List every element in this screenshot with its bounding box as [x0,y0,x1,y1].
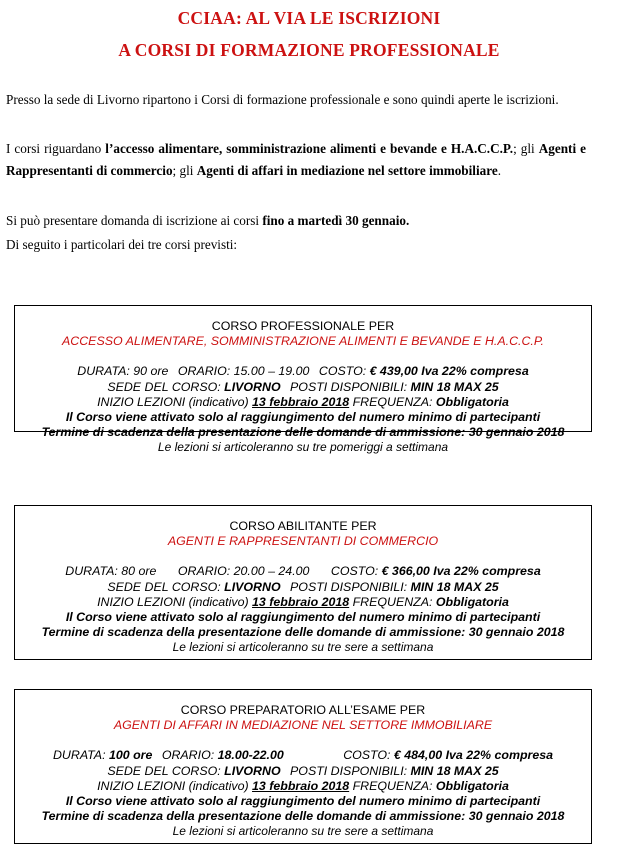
course-note: Le lezioni si articoleranno su tre pomeriggi a settimana [157,440,449,455]
page-title: CCIAA: AL VIA LE ISCRIZIONI [177,8,441,28]
course-sede-posti: SEDE DEL CORSO: LIVORNO POSTI DISPONIBILI: MIN 18 MAX 25 [107,379,499,394]
course-scadenza: Termine di scadenza della presentazione delle domande di ammissione: 30 gennaio 2018 [41,809,565,824]
course-inizio: INIZIO LEZIONI (indicativo) 13 febbraio 2018 FREQUENZA: Obbligatoria [97,594,509,609]
course-durata-orario-costo: DURATA: 80 ore ORARIO: 20.00 – 24.00 COSTO: € 366,00 Iva 22% compresa [65,564,541,579]
course-scadenza: Termine di scadenza della presentazione delle domande di ammissione: 30 gennaio 2018 [41,425,565,440]
course-note: Le lezioni si articoleranno su tre sere a settimana [172,824,434,839]
course-subject: ACCESSO ALIMENTARE, SOMMINISTRAZIONE ALIMENTI E BEVANDE E H.A.C.C.P. [62,334,544,349]
course-heading: CORSO PROFESSIONALE PER [211,319,395,333]
intro-paragraph-3: Si può presentare domanda di iscrizione ai corsi fino a martedì 30 gennaio. [6,213,410,228]
course-heading: CORSO ABILITANTE PER [229,519,377,533]
course-durata-orario-costo: DURATA: 100 ore ORARIO: 18.00-22.00 COSTO: € 484,00 Iva 22% compresa [52,748,554,763]
page-subtitle: A CORSI DI FORMAZIONE PROFESSIONALE [118,40,500,60]
intro-paragraph-1: Presso la sede di Livorno ripartono i Corsi di formazione professionale e sono quindi aperte le iscrizioni. [6,92,559,107]
course-box-agenti-commercio [14,505,592,660]
course-attivazione: Il Corso viene attivato solo al raggiungimento del numero minimo di partecipanti [65,610,541,625]
course-scadenza: Termine di scadenza della presentazione delle domande di ammissione: 30 gennaio 2018 [41,625,565,640]
course-subject: AGENTI E RAPPRESENTANTI DI COMMERCIO [167,534,439,549]
course-durata-orario-costo: DURATA: 90 ore ORARIO: 15.00 – 19.00 COSTO: € 439,00 Iva 22% compresa [77,364,529,379]
course-sede-posti: SEDE DEL CORSO: LIVORNO POSTI DISPONIBILI: MIN 18 MAX 25 [107,579,499,594]
intro-paragraph-2: I corsi riguardano l’accesso alimentare, somministrazione alimenti e bevande e H.A.C.C.P.; gli Agenti e Rappresentanti di commercio; gli Agenti di affari in mediazione nel settore immobiliare. [6,141,587,178]
course-box-agenti-immobiliare [14,689,592,844]
course-attivazione: Il Corso viene attivato solo al raggiungimento del numero minimo di partecipanti [65,410,541,425]
course-attivazione: Il Corso viene attivato solo al raggiungimento del numero minimo di partecipanti [65,794,541,809]
course-inizio: INIZIO LEZIONI (indicativo) 13 febbraio 2018 FREQUENZA: Obbligatoria [97,394,509,409]
course-heading: CORSO PREPARATORIO ALL’ESAME PER [180,703,426,717]
course-inizio: INIZIO LEZIONI (indicativo) 13 febbraio 2018 FREQUENZA: Obbligatoria [97,778,509,793]
course-note: Le lezioni si articoleranno su tre sere a settimana [172,640,434,655]
course-sede-posti: SEDE DEL CORSO: LIVORNO POSTI DISPONIBILI: MIN 18 MAX 25 [107,763,499,778]
intro-paragraph-4: Di seguito i particolari dei tre corsi previsti: [6,237,238,252]
course-subject: AGENTI DI AFFARI IN MEDIAZIONE NEL SETTORE IMMOBILIARE [113,718,493,733]
course-box-alimentare [14,305,592,455]
